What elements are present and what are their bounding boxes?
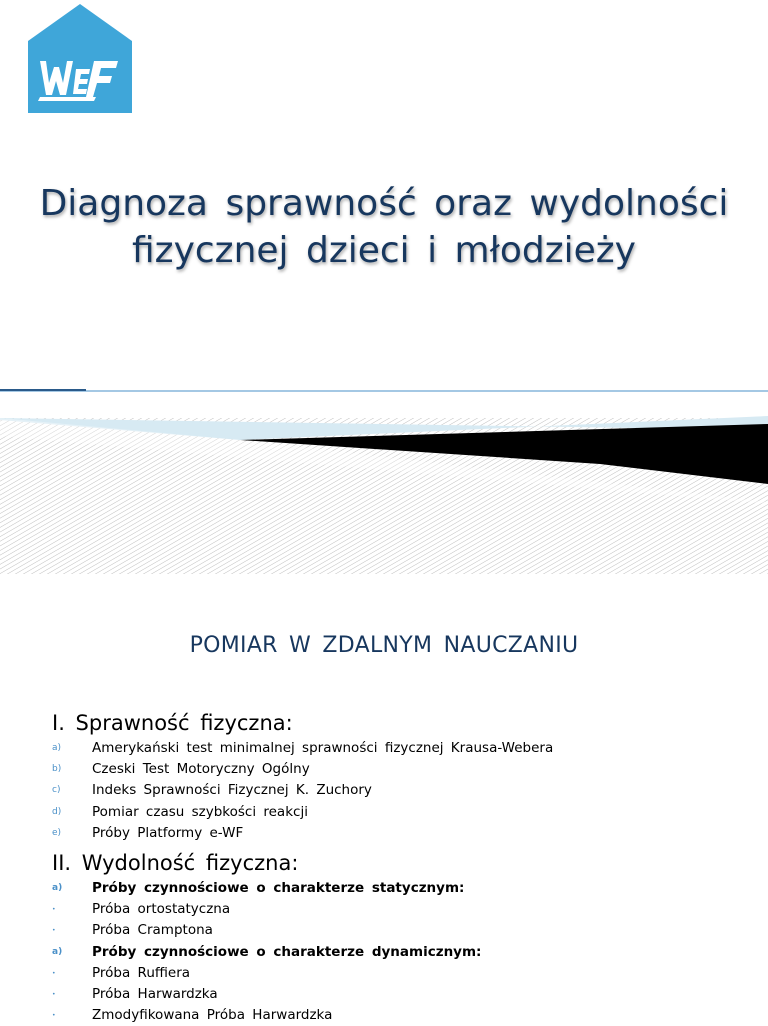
list-item-text: Próba Cramptona (92, 922, 213, 939)
list-marker: d) (52, 806, 62, 817)
list-item (52, 759, 752, 780)
list-item-text: Próba Harwardzka (92, 986, 218, 1003)
section-2-heading: II. Wydolność fizyczna: (52, 851, 299, 876)
list-item-text: Indeks Sprawności Fizycznej K. Zuchory (92, 782, 372, 799)
list-item-text: Zmodyfikowana Próba Harwardzka (92, 1007, 333, 1024)
list-marker: a) (52, 883, 63, 894)
title-line-1: Diagnoza sprawność oraz wydolności (39, 183, 729, 224)
list-item (52, 802, 752, 823)
list-item-text: Amerykański test minimalnej sprawności fizycznej Krausa-Webera (92, 740, 554, 756)
list-item (52, 823, 752, 844)
bullet-marker: • (52, 991, 56, 999)
list-item-text: Próby czynnościowe o charakterze statycznym: (92, 880, 465, 897)
list-item-text: Czeski Test Motoryczny Ogólny (92, 761, 310, 778)
list-item (52, 780, 752, 801)
list-item (52, 1005, 752, 1026)
list-item-text: Próba Ruffiera (92, 964, 191, 981)
decorative-divider (0, 384, 768, 584)
bullet-marker: • (52, 1012, 56, 1020)
section-1-heading: I. Sprawność fizyczna: (52, 711, 293, 735)
list-item-text: Próba ortostatyczna (92, 901, 231, 918)
bullet-marker: • (52, 906, 56, 914)
list-marker: e) (52, 827, 62, 838)
list-item (52, 920, 752, 941)
list-item (52, 899, 752, 920)
list-item (52, 878, 752, 899)
list-item (52, 942, 752, 963)
list-item-text: Próby czynnościowe o charakterze dynamicznym: (92, 943, 482, 960)
list-marker: a) (52, 743, 62, 753)
list-item (52, 984, 752, 1005)
bullet-marker: • (52, 927, 56, 935)
content-list (52, 708, 752, 1026)
list-marker: c) (52, 785, 61, 796)
list-marker: b) (52, 764, 62, 775)
list-marker: a) (52, 946, 63, 957)
wf-logo (26, 3, 134, 114)
title-line-2: fizycznej dzieci i młodzieży (132, 230, 636, 271)
list-item-text: Próby Platformy e-WF (92, 824, 244, 841)
section-subtitle: POMIAR W ZDALNYM NAUCZANIU (189, 633, 579, 658)
list-item (52, 963, 752, 984)
list-item-text: Pomiar czasu szybkości reakcji (92, 803, 308, 820)
page-title (0, 180, 768, 274)
list-item (52, 738, 752, 759)
bullet-marker: • (52, 969, 56, 977)
